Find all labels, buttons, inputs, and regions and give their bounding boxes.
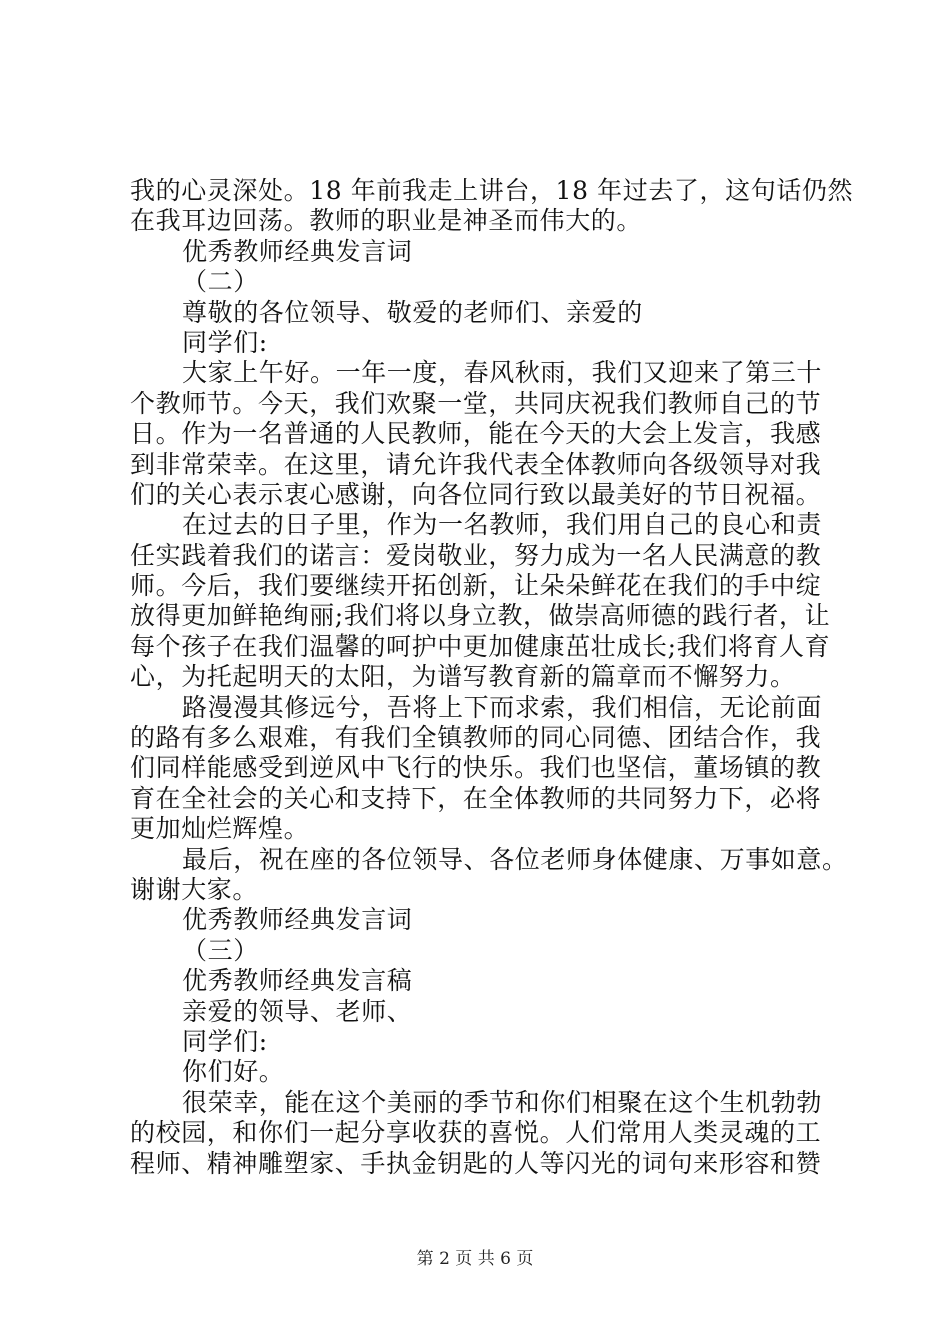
text-line: 放得更加鲜艳绚丽;我们将以身立教，做崇高师德的践行者，让 — [130, 601, 831, 631]
text-line: 更加灿烂辉煌。 — [130, 814, 310, 844]
text-line: 很荣幸，能在这个美丽的季节和你们相聚在这个生机勃勃 — [182, 1087, 823, 1117]
text-line: 谢谢大家。 — [130, 874, 259, 904]
text-line: 们同样能感受到逆风中飞行的快乐。我们也坚信，董场镇的教 — [130, 753, 822, 783]
text-line: 优秀教师经典发言词 — [182, 236, 413, 266]
text-line: 程师、精神雕塑家、手执金钥匙的人等闪光的词句来形容和赞 — [130, 1148, 822, 1178]
text-line: 优秀教师经典发言稿 — [182, 966, 413, 996]
text-line: 每个孩子在我们温馨的呵护中更加健康茁壮成长;我们将育人育 — [130, 631, 831, 661]
text-line: 育在全社会的关心和支持下，在全体教师的共同努力下，必将 — [130, 783, 822, 813]
text-line: 路漫漫其修远兮，吾将上下而求索，我们相信，无论前面 — [182, 692, 823, 722]
text-line: 在过去的日子里，作为一名教师，我们用自己的良心和责 — [182, 510, 823, 540]
text-line: 优秀教师经典发言词 — [182, 905, 413, 935]
text-line: 在我耳边回荡。教师的职业是神圣而伟大的。 — [130, 206, 643, 236]
text-line: 同学们: — [182, 327, 268, 357]
text-line: （二） — [182, 267, 259, 297]
text-line: 的路有多么艰难，有我们全镇教师的同心同德、团结合作，我 — [130, 723, 822, 753]
text-line: 同学们: — [182, 1026, 268, 1056]
text-line: 到非常荣幸。在这里，请允许我代表全体教师向各级领导对我 — [130, 449, 822, 479]
text-line: 尊敬的各位领导、敬爱的老师们、亲爱的 — [182, 297, 643, 327]
text-line: 们的关心表示衷心感谢，向各位同行致以最美好的节日祝福。 — [130, 479, 822, 509]
text-line: 我的心灵深处。18 年前我走上讲台，18 年过去了，这句话仍然 — [130, 176, 854, 205]
text-line: 师。今后，我们要继续开拓创新，让朵朵鲜花在我们的手中绽 — [130, 571, 822, 601]
text-line: 大家上午好。一年一度，春风秋雨，我们又迎来了第三十 — [182, 358, 823, 388]
text-line: 个教师节。今天，我们欢聚一堂，共同庆祝我们教师自己的节 — [130, 388, 822, 418]
text-line: 日。作为一名普通的人民教师，能在今天的大会上发言，我感 — [130, 419, 822, 449]
page-footer: 第 2 页 共 6 页 — [416, 1249, 534, 1269]
text-line: （三） — [182, 935, 259, 965]
text-line: 心，为托起明天的太阳，为谱写教育新的篇章而不懈努力。 — [130, 662, 796, 692]
text-line: 最后，祝在座的各位领导、各位老师身体健康、万事如意。 — [182, 844, 848, 874]
text-line: 的校园，和你们一起分享收获的喜悦。人们常用人类灵魂的工 — [130, 1118, 822, 1148]
text-line: 亲爱的领导、老师、 — [182, 996, 413, 1026]
text-line: 任实践着我们的诺言：爱岗敬业，努力成为一名人民满意的教 — [130, 540, 822, 570]
document-body — [130, 176, 854, 1179]
text-line: 你们好。 — [182, 1057, 285, 1087]
